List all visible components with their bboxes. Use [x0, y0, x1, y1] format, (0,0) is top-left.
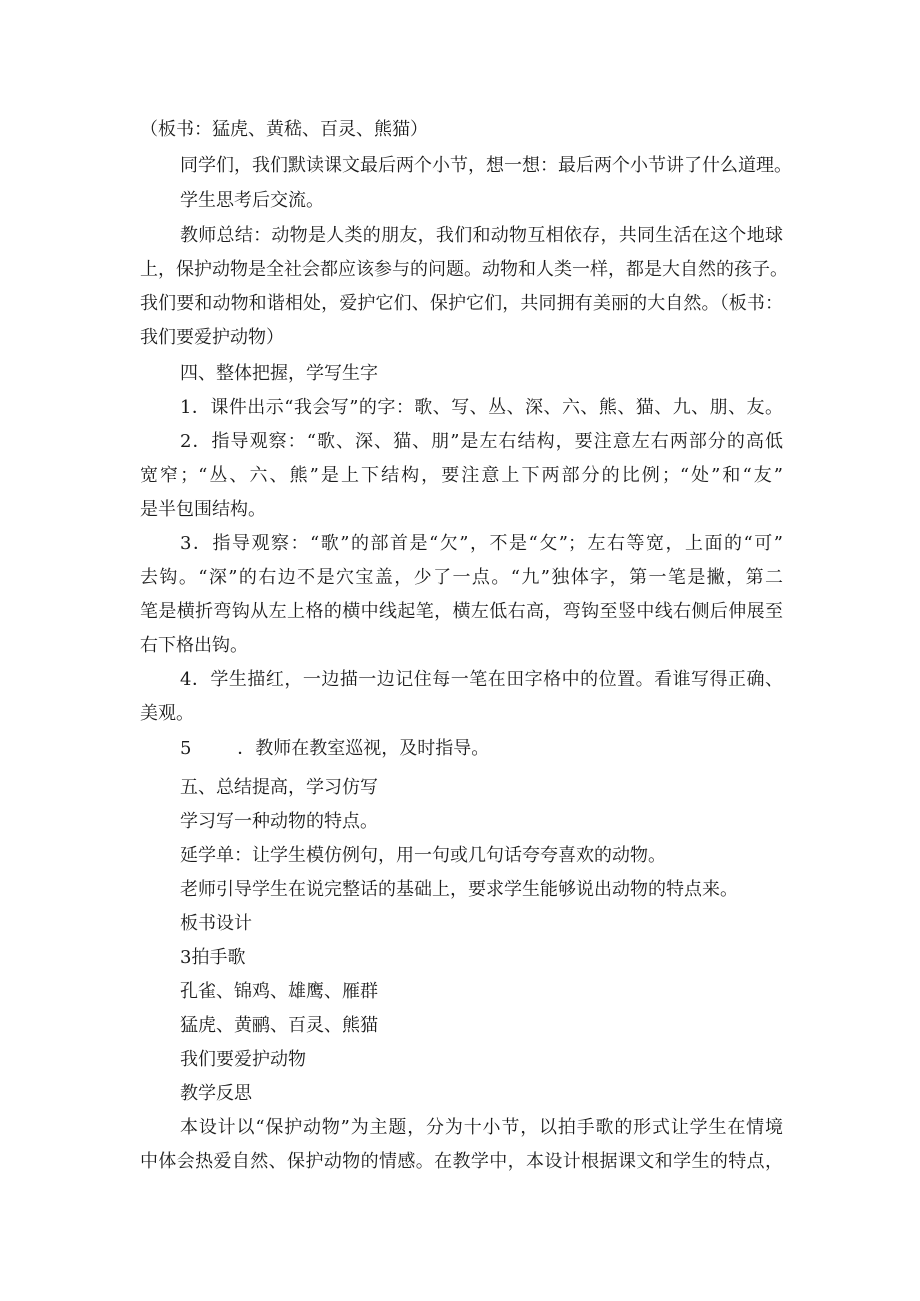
text-line: 去钩。“深”的右边不是穴宝盖，少了一点。“九”独体字，第一笔是撇，第二	[140, 567, 783, 588]
text-line: 学习写一种动物的特点。	[180, 811, 378, 832]
section-heading: 四、整体把握，学写生字	[180, 363, 378, 384]
section-heading: 板书设计	[180, 913, 252, 934]
text-line: 我们要和动物和谐相处，爱护它们、保护它们，共同拥有美丽的大自然。（板书：	[140, 293, 783, 314]
board-line: 孔雀、锦鸡、雄鹰、雁群	[180, 981, 378, 1002]
board-title: 3拍手歌	[180, 947, 246, 968]
text-line: 右下格出钩。	[140, 635, 248, 656]
section-heading: 教学反思	[180, 1083, 252, 1104]
text-line: 我们要爱护动物）	[140, 327, 284, 348]
text-line: （板书：猛虎、黄嵇、百灵、熊猫）	[140, 119, 428, 140]
text-line: 本设计以“保护动物”为主题，分为十小节，以拍手歌的形式让学生在情境	[180, 1117, 783, 1138]
text-line: 笔是横折弯钩从左上格的横中线起笔，横左低右高，弯钩至竖中线右侧后伸展至	[140, 601, 783, 622]
text-line: 学生思考后交流。	[180, 190, 324, 211]
text-line: 4．学生描红，一边描一边记住每一笔在田字格中的位置。看谁写得正确、	[180, 669, 783, 690]
text-line: 教师总结：动物是人类的朋友，我们和动物互相依存，共同生活在这个地球	[180, 225, 783, 246]
section-heading: 五、总结提高，学习仿写	[180, 777, 378, 798]
text-line: 美观。	[140, 703, 194, 724]
text-line: 上，保护动物是全社会都应该参与的问题。动物和人类一样，都是大自然的孩子。	[140, 259, 788, 280]
text-line: 1．课件出示“我会写”的字：歌、写、丛、深、六、熊、猫、九、朋、友。	[180, 397, 783, 418]
board-line: 猛虎、黄鹂、百灵、熊猫	[180, 1015, 378, 1036]
text-line: 5 ．教师在教室巡视，及时指导。	[180, 738, 490, 759]
board-line: 我们要爱护动物	[180, 1049, 306, 1070]
text-line: 是半包围结构。	[140, 499, 266, 520]
text-line: 老师引导学生在说完整话的基础上，要求学生能够说出动物的特点来。	[180, 879, 738, 900]
text-line: 3．指导观察：“歌”的部首是“欠”，不是“攵”；左右等宽，上面的“可”	[180, 533, 783, 554]
text-line: 宽窄；“丛、六、熊”是上下结构，要注意上下两部分的比例；“处”和“友”	[140, 465, 783, 486]
text-line: 延学单：让学生模仿例句，用一句或几句话夸夸喜欢的动物。	[180, 845, 666, 866]
text-line: 2．指导观察：“歌、深、猫、朋”是左右结构，要注意左右两部分的高低	[180, 431, 783, 452]
text-line: 中体会热爱自然、保护动物的情感。在教学中，本设计根据课文和学生的特点，	[140, 1151, 783, 1172]
text-line: 同学们，我们默读课文最后两个小节，想一想：最后两个小节讲了什么道理。	[180, 155, 792, 176]
